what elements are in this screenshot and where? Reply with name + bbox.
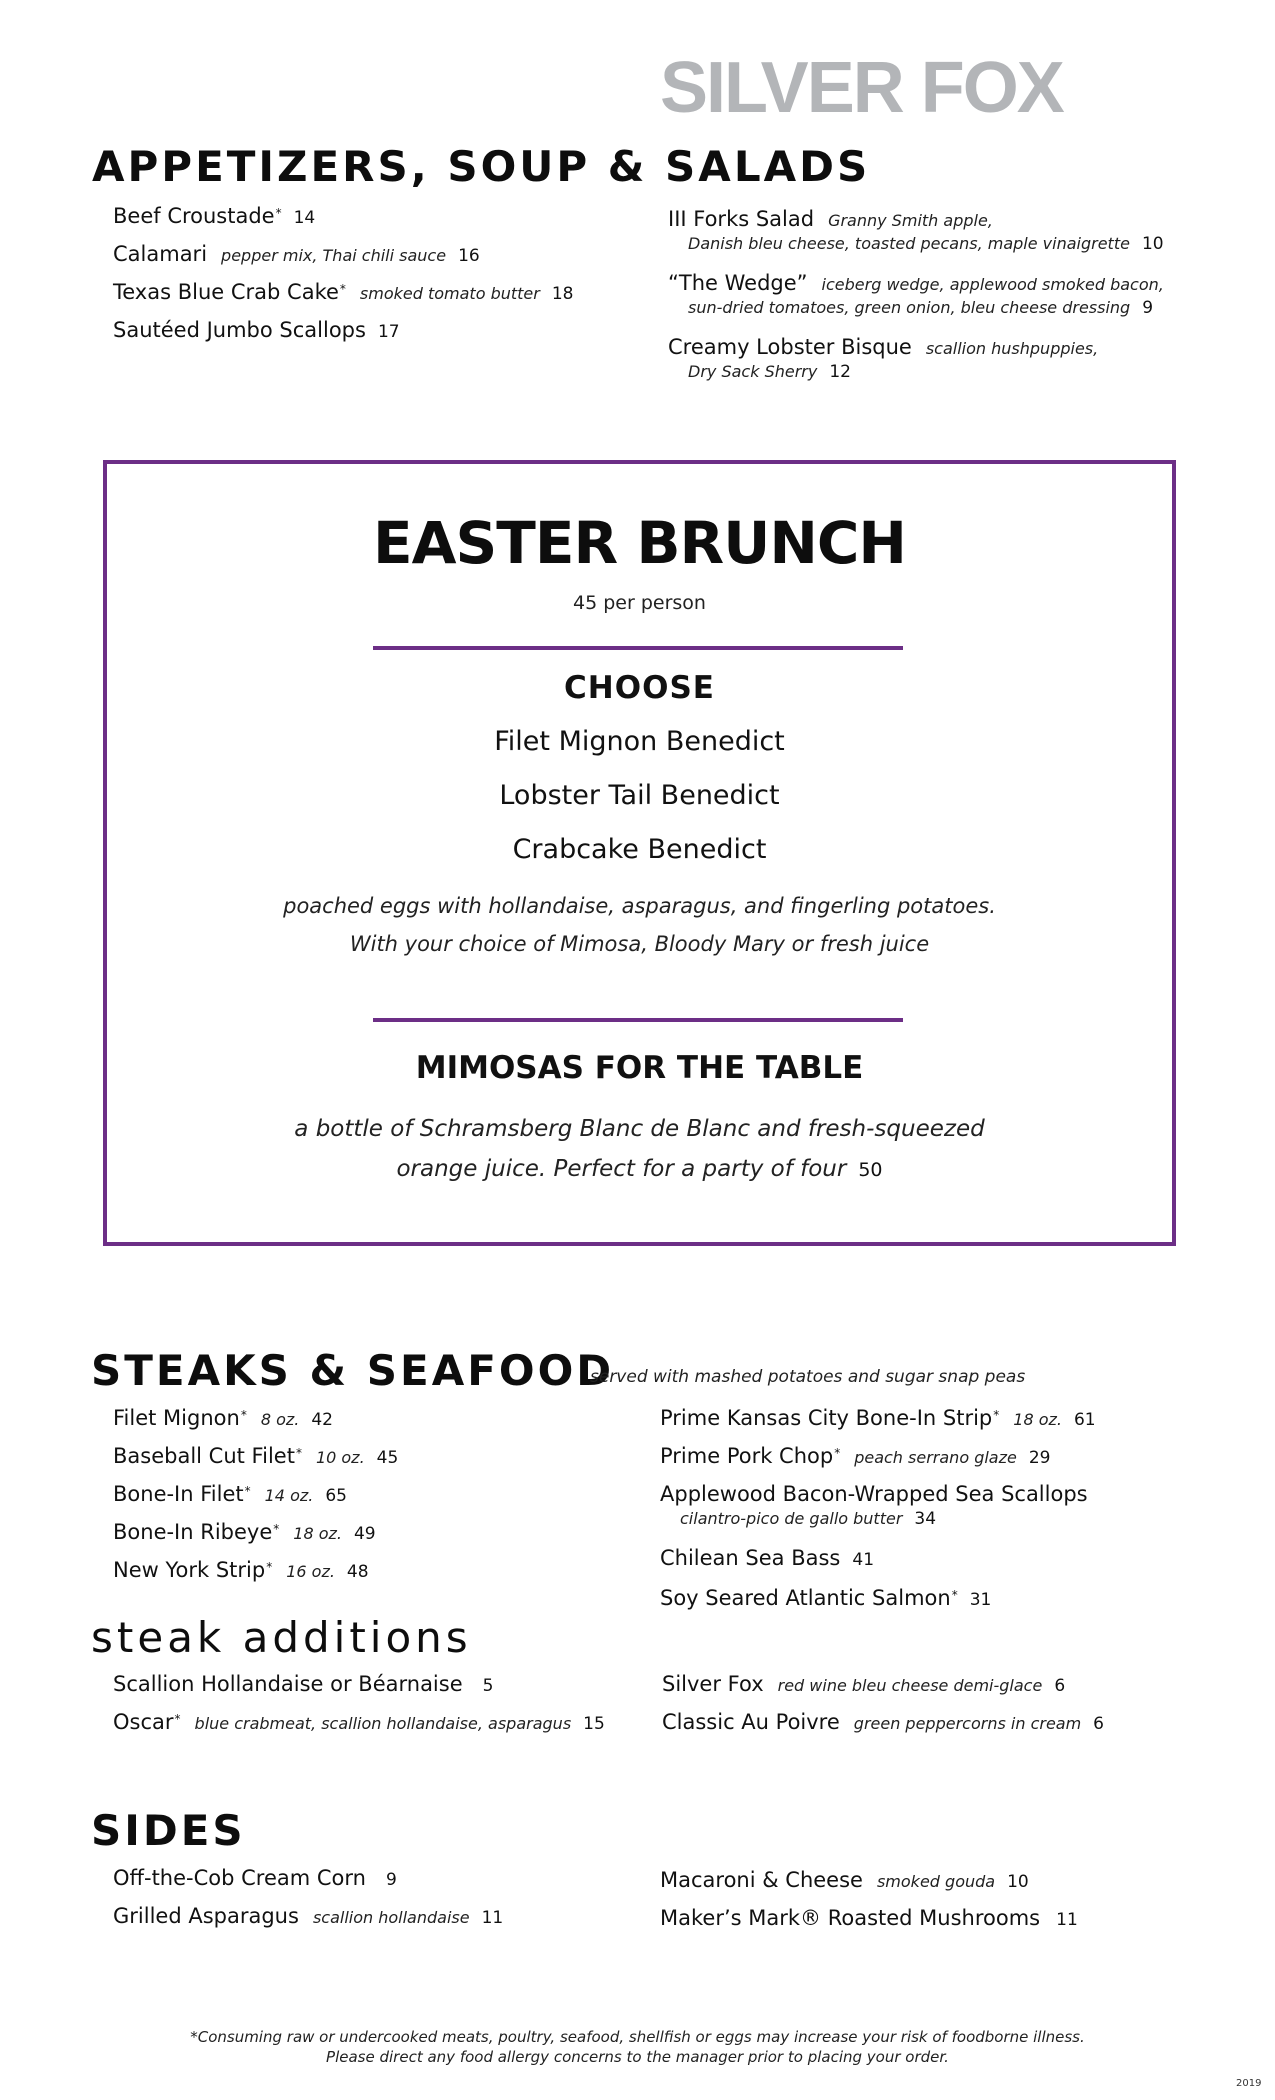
mimosa-price: 50 [858, 1159, 883, 1181]
menu-item [113, 1672, 605, 1710]
menu-item [668, 207, 1164, 271]
steaks-left-column [113, 1406, 398, 1596]
raw-warning-mark: * [174, 1711, 181, 1726]
item-description: 8 oz. [260, 1410, 300, 1429]
item-description: green peppercorns in cream [853, 1714, 1082, 1733]
item-description: smoked gouda [876, 1872, 996, 1891]
item-name: Maker’s Mark® Roasted Mushrooms [660, 1906, 1041, 1930]
item-price: 10 [1141, 234, 1164, 255]
item-description: peach serrano glaze [854, 1448, 1017, 1467]
mimosa-heading: MIMOSAS FOR THE TABLE [415, 1050, 864, 1086]
menu-item [668, 271, 1164, 335]
item-name: Sautéed Jumbo Scallops [113, 318, 366, 342]
item-price: 6 [1093, 1714, 1104, 1734]
brunch-choice: Crabcake Benedict [512, 834, 767, 865]
brunch-description: poached eggs with hollandaise, asparagus, and fingerling potatoes. [283, 894, 996, 918]
item-name: Creamy Lobster Bisque [668, 335, 912, 359]
item-price: 14 [293, 208, 316, 228]
menu-item [660, 1906, 1078, 1944]
menu-item [662, 1672, 1104, 1710]
item-description: cilantro-pico de gallo butter [680, 1509, 903, 1529]
item-description: smoked tomato butter [359, 284, 540, 303]
item-name: Prime Pork Chop [660, 1444, 834, 1468]
item-price: 34 [914, 1509, 937, 1530]
item-price: 6 [1054, 1676, 1066, 1696]
item-name: Classic Au Poivre [662, 1710, 840, 1734]
menu-item [660, 1868, 1078, 1906]
item-description: 10 oz. [315, 1448, 365, 1467]
appetizers-heading: APPETIZERS, SOUP & SALADS [92, 142, 871, 191]
item-price: 61 [1073, 1410, 1096, 1430]
item-description-continued: Dry Sack Sherry [688, 362, 818, 382]
item-description: scallion hollandaise [312, 1908, 470, 1927]
steaks-heading: STEAKS & SEAFOOD [91, 1346, 615, 1395]
item-price: 49 [353, 1524, 376, 1544]
item-price: 9 [385, 1870, 397, 1890]
menu-item [113, 318, 573, 356]
additions-left-column [113, 1672, 605, 1748]
item-description-continued: sun-dried tomatoes, green onion, bleu cheese dressing [688, 298, 1131, 318]
raw-warning-mark: * [834, 1445, 841, 1460]
item-name: Beef Croustade [113, 204, 275, 228]
raw-warning-mark: * [339, 281, 346, 296]
mimosa-description: a bottle of Schramsberg Blanc de Blanc and fresh-squeezed [294, 1116, 985, 1142]
item-name: “The Wedge” [668, 271, 808, 295]
menu-item [662, 1710, 1104, 1748]
divider [373, 1018, 903, 1022]
item-description: red wine bleu cheese demi-glace [777, 1676, 1043, 1695]
raw-warning-mark: * [244, 1483, 251, 1498]
item-name: Silver Fox [662, 1672, 764, 1696]
item-description-continued: Danish bleu cheese, toasted pecans, maple vinaigrette [688, 234, 1130, 254]
item-name: Chilean Sea Bass [660, 1546, 841, 1570]
item-price: 11 [481, 1908, 504, 1928]
menu-item [113, 204, 573, 242]
menu-item [113, 1904, 503, 1942]
choose-heading: CHOOSE [564, 670, 715, 706]
sides-left-column [113, 1866, 503, 1942]
item-description: iceberg wedge, applewood smoked bacon, [821, 275, 1164, 294]
menu-item [660, 1546, 1096, 1586]
raw-warning-mark: * [273, 1521, 280, 1536]
item-price: 16 [458, 246, 480, 266]
item-price: 48 [346, 1562, 369, 1582]
item-name: Bone-In Filet [113, 1482, 244, 1506]
item-price: 5 [482, 1676, 494, 1696]
brunch-description: With your choice of Mimosa, Bloody Mary or fresh juice [349, 932, 930, 956]
item-name: Grilled Asparagus [113, 1904, 299, 1928]
item-price: 15 [583, 1714, 605, 1734]
item-name: Macaroni & Cheese [660, 1868, 863, 1892]
item-price: 41 [852, 1550, 875, 1570]
item-name: Baseball Cut Filet [113, 1444, 295, 1468]
raw-warning-mark: * [993, 1407, 1000, 1422]
item-name: Calamari [113, 242, 208, 266]
sides-right-column [660, 1868, 1078, 1944]
appetizers-right-column [668, 207, 1164, 399]
menu-item [660, 1586, 1096, 1624]
menu-item [113, 1710, 605, 1748]
menu-item [660, 1482, 1096, 1546]
item-description: 18 oz. [293, 1524, 342, 1543]
item-price: 10 [1007, 1872, 1029, 1892]
item-price: 17 [377, 322, 400, 342]
brunch-choice: Lobster Tail Benedict [499, 780, 780, 811]
item-price: 65 [325, 1486, 347, 1506]
item-name: Prime Kansas City Bone-In Strip [660, 1406, 993, 1430]
item-price: 12 [829, 362, 851, 383]
raw-warning-mark: * [951, 1587, 958, 1602]
item-name: Bone-In Ribeye [113, 1520, 273, 1544]
item-price: 18 [551, 284, 574, 304]
menu-item [113, 1444, 398, 1482]
raw-warning-mark: * [295, 1445, 302, 1460]
menu-year: 2019 [1236, 2078, 1262, 2089]
item-description: pepper mix, Thai chili sauce [221, 246, 447, 265]
steaks-right-column [660, 1406, 1096, 1624]
item-name: Scallion Hollandaise or Béarnaise [113, 1672, 463, 1696]
mimosa-description [107, 1156, 1172, 1182]
raw-warning-mark: * [266, 1559, 273, 1574]
menu-item [660, 1444, 1096, 1482]
brand-logo: SILVER FOX [660, 48, 1063, 128]
mimosa-description-line2: orange juice. Perfect for a party of four [396, 1156, 847, 1182]
easter-brunch-box [103, 460, 1176, 1246]
raw-warning-mark: * [275, 205, 282, 220]
item-name: Applewood Bacon-Wrapped Sea Scallops [660, 1482, 1088, 1506]
item-name: Soy Seared Atlantic Salmon [660, 1586, 951, 1610]
menu-item [660, 1406, 1096, 1444]
item-name: Oscar [113, 1710, 174, 1734]
menu-item [113, 242, 573, 280]
brunch-title: EASTER BRUNCH [373, 509, 906, 577]
disclaimer-line: *Consuming raw or undercooked meats, poultry, seafood, shellfish or eggs may increase your risk of foodborne illness. [190, 2028, 1085, 2046]
item-price: 29 [1028, 1448, 1051, 1468]
foodborne-illness-disclaimer [0, 2028, 1275, 2067]
menu-item [113, 1482, 398, 1520]
appetizers-left-column [113, 204, 573, 356]
item-description: 16 oz. [286, 1562, 335, 1581]
item-description: 18 oz. [1013, 1410, 1062, 1429]
item-name: Off-the-Cob Cream Corn [113, 1866, 366, 1890]
additions-heading: steak additions [91, 1613, 472, 1662]
item-price: 45 [376, 1448, 399, 1468]
brunch-choice: Filet Mignon Benedict [494, 726, 785, 757]
menu-item [668, 335, 1164, 399]
brunch-price: 45 per person [573, 592, 706, 614]
menu-item [113, 1406, 398, 1444]
item-price: 9 [1142, 298, 1154, 319]
item-price: 42 [311, 1410, 333, 1430]
item-price: 31 [969, 1590, 992, 1610]
raw-warning-mark: * [240, 1407, 247, 1422]
item-name: New York Strip [113, 1558, 266, 1582]
item-price: 11 [1056, 1910, 1078, 1930]
divider [373, 646, 903, 650]
menu-item [113, 1520, 398, 1558]
item-description: 14 oz. [264, 1486, 314, 1505]
menu-item [113, 280, 573, 318]
additions-right-column [662, 1672, 1104, 1748]
disclaimer-line: Please direct any food allergy concerns to the manager prior to placing your order. [326, 2047, 949, 2066]
item-name: III Forks Salad [668, 207, 815, 231]
sides-heading: SIDES [91, 1806, 246, 1855]
item-name: Texas Blue Crab Cake [113, 280, 339, 304]
item-description: blue crabmeat, scallion hollandaise, asparagus [194, 1714, 572, 1733]
item-description: Granny Smith apple, [828, 211, 993, 230]
menu-item [113, 1866, 503, 1904]
item-description: scallion hushpuppies, [925, 339, 1099, 358]
menu-item [113, 1558, 398, 1596]
steaks-note: served with mashed potatoes and sugar snap peas [590, 1367, 1026, 1387]
item-name: Filet Mignon [113, 1406, 240, 1430]
